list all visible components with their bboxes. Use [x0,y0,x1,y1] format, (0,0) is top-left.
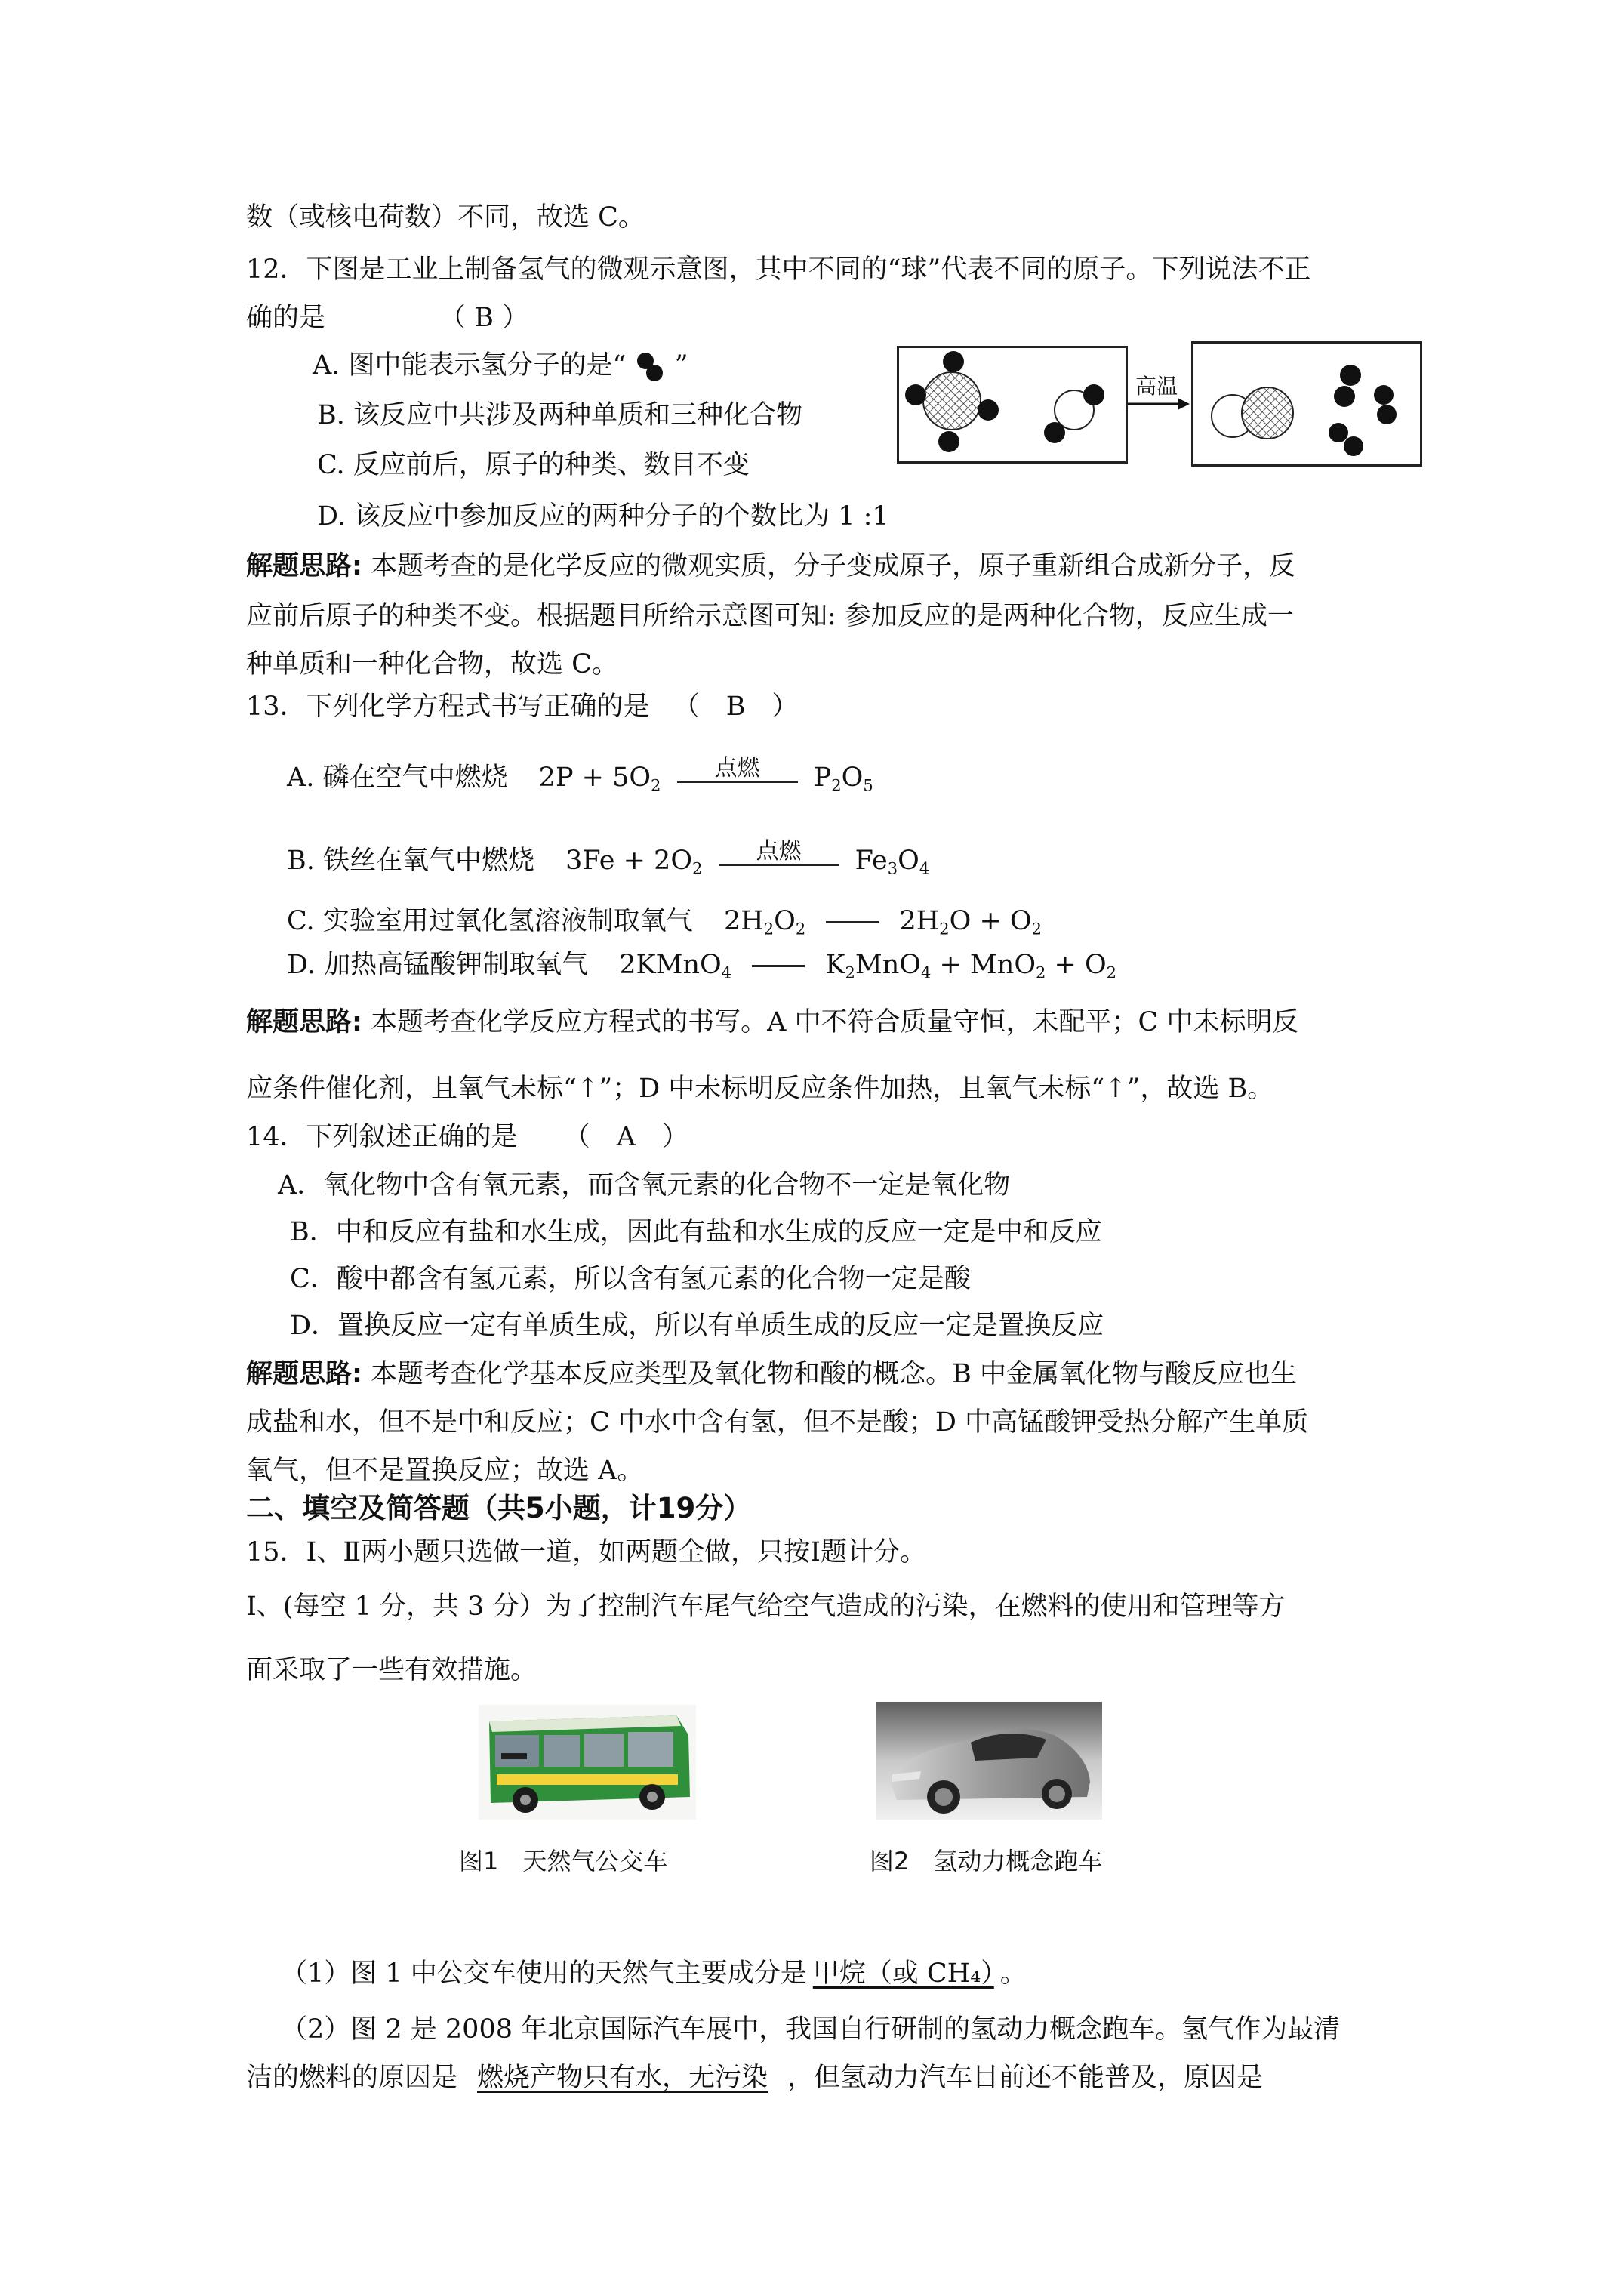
hydrogen-molecule-icon [635,350,667,384]
q13-stem-text: 13．下列化学方程式书写正确的是 [246,692,650,722]
q13-option-b [287,837,929,892]
q13-analysis-label: 解题思路: [246,1007,362,1037]
q13-product-d: $K_2MnO_4 + MnO_2 + O_2$ [825,950,1117,982]
q12-option-b: B. 该反应中共涉及两种单质和三种化合物 [317,400,802,430]
q13-condition-b: 点燃 [711,847,847,877]
q12-option-c: C. 反应前后，原子的种类、数目不变 [317,450,750,480]
q13-stem [246,683,798,731]
q13-analysis-1 [246,998,1298,1046]
q14-option-c: C．酸中都含有氢元素，所以含有氢元素的化合物一定是酸 [290,1264,971,1294]
q14-analysis-3: 氧气，但不是置换反应；故选 A。 [246,1456,644,1486]
q13-answer: （ B ） [673,692,799,722]
q14-option-b: B．中和反应有盐和水生成，因此有盐和水生成的反应一定是中和反应 [290,1217,1102,1247]
car-photo [876,1702,1102,1820]
q13-analysis-2: 应条件催化剂，且氧气未标“↑”；D 中未标明反应条件加热，且氧气未标“↑”，故选 B。 [246,1074,1274,1104]
q14-answer: （ A ） [563,1122,688,1152]
q15-sub2-answer: 燃烧产物只有水，无污染 [477,2063,768,2093]
q13-analysis-text: 本题考查化学反应方程式的书写。A 中不符合质量守恒，未配平；C 中未标明反 [371,1007,1299,1037]
bus-photo [479,1705,696,1820]
reactants-diagram [899,348,1126,461]
q12-stem-text: 确的是 [246,303,326,333]
q15-sub1 [281,1949,1027,1998]
q13-option-c-label: C. 实验室用过氧化氢溶液制取氧气 [287,906,693,936]
q14-analysis-label: 解题思路: [246,1359,362,1389]
q13-equation-b: $3Fe + 2O_2$ [565,846,703,878]
q13-product-b: $Fe_3O_4$ [855,846,930,878]
reactants-box [897,346,1128,464]
q15-stem: 15．Ⅰ、Ⅱ两小题只选做一道，如两题全做，只按Ⅰ题计分。 [246,1537,926,1567]
q12-analysis-1 [246,542,1295,590]
q15-sub2-line1: （2）图 2 是 2008 年北京国际汽车展中，我国自行研制的氢动力概念跑车。氢气作为最清 [281,2014,1341,2045]
q12-analysis-2: 应前后原子的种类不变。根据题目所给示意图可知: 参加反应的是两种化合物，反应生成一 [246,601,1294,631]
q13-equation-d: 2KMnO$_4$ [619,950,732,982]
q12-stem-1: 12．下图是工业上制备氢气的微观示意图，其中不同的“球”代表不同的原子。下列说法不正 [246,254,1311,285]
q12-analysis-text: 本题考查的是化学反应的微观实质，分子变成原子，原子重新组合成新分子，反 [371,551,1296,581]
q14-analysis-text: 本题考查化学基本反应类型及氧化物和酸的概念。B 中金属氧化物与酸反应也生 [371,1359,1297,1389]
q15-sub1-pre: （1）图 1 中公交车使用的天然气主要成分是 [281,1959,807,1989]
q13-option-d-label: D. 加热高锰酸钾制取氧气 [287,950,589,980]
q13-dash-d [752,965,805,967]
q12-analysis-label: 解题思路: [246,551,362,581]
q15-sub2-pre: 洁的燃料的原因是 [246,2063,458,2093]
q13-product-a: $P_2O_5$ [813,763,873,795]
q13-condition-a: 点燃 [670,764,805,794]
q12-answer: （ B ） [439,303,529,333]
figure-1-caption: 图1 天然气公交车 [459,1847,668,1875]
q12-option-d: D. 该反应中参加反应的两种分子的个数比为 1 :1 [317,501,889,532]
q14-analysis-2: 成盐和水，但不是中和反应；C 中水中含有氢，但不是酸；D 中高锰酸钾受热分解产生单质 [246,1407,1309,1438]
section-heading: 二、填空及简答题（共5小题，计19分） [246,1492,752,1524]
q13-option-b-label: B. 铁丝在氧气中燃烧 [287,846,534,876]
q13-option-d [287,941,1116,997]
q15-sub2-post: ，但氢动力汽车目前还不能普及，原因是 [787,2063,1264,2093]
q12-option-a-pre: A. 图中能表示氢分子的是“ [313,350,627,381]
q12-analysis-3: 种单质和一种化合物，故选 C。 [246,649,618,680]
q15-part1-line2: 面采取了一些有效措施。 [246,1655,537,1685]
q14-option-a: A．氧化物中含有氧元素，而含氧元素的化合物不一定是氧化物 [278,1170,1011,1200]
figure-2-caption: 图2 氢动力概念跑车 [870,1847,1103,1875]
q14-option-d: D．置换反应一定有单质生成，所以有单质生成的反应一定是置换反应 [290,1311,1104,1341]
q15-part1-line1: Ⅰ、(每空 1 分，共 3 分）为了控制汽车尾气给空气造成的污染，在燃料的使用和管理等方 [246,1592,1286,1622]
q14-stem [246,1113,688,1161]
q13-option-a [287,754,873,809]
products-box [1191,341,1422,467]
q12-option-a [313,341,688,390]
q13-equation-c: $2H_2O_2$ [723,906,806,938]
q13-equation-a: $2P + 5O_2$ [538,763,661,795]
line-top: 数（或核电荷数）不同，故选 C。 [246,202,645,233]
q15-sub1-answer: 甲烷（或 CH₄） [812,1959,994,1989]
q13-product-c: $2H_2O + O_2$ [899,906,1042,938]
arrow-label: 高温 [1135,374,1178,399]
q13-option-a-label: A. 磷在空气中燃烧 [287,763,508,793]
q15-sub1-post: 。 [999,1959,1027,1989]
q12-stem-2 [246,294,528,342]
q12-option-a-post: ” [674,350,688,381]
products-diagram [1193,344,1420,464]
q15-sub2-line2 [246,2054,1263,2102]
q13-dash-c [826,921,879,923]
q14-stem-text: 14．下列叙述正确的是 [246,1122,518,1152]
q14-analysis-1 [246,1350,1297,1398]
